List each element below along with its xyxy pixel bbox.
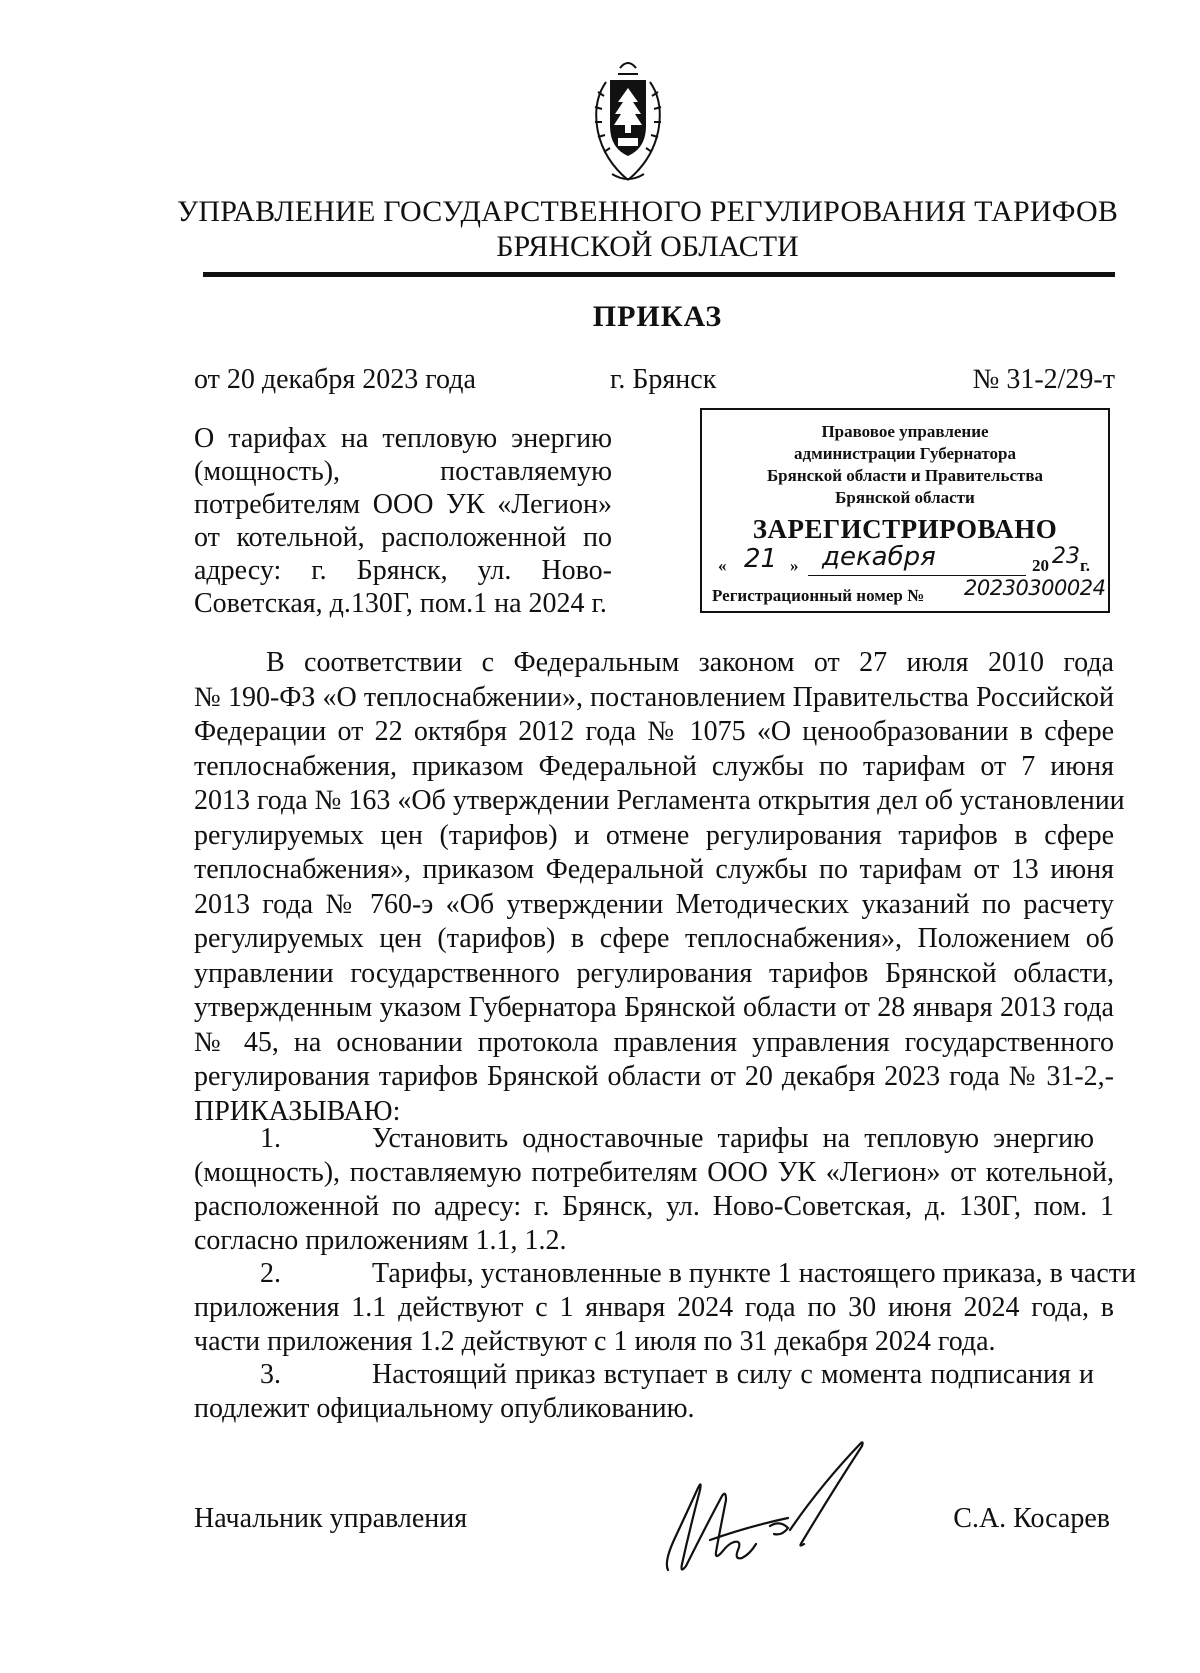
item-line: части приложения 1.2 действуют с 1 июля по 31 декабря 2024 года.: [194, 1326, 996, 1357]
order-keyword: ПРИКАЗЫВАЮ:: [194, 1095, 401, 1127]
subject-line: потребителям ООО УК «Легион»: [194, 489, 612, 520]
paragraph-line: регулируемых цен (тарифов) в сфере теплоснабжения», Положением об: [194, 923, 1114, 954]
paragraph-line: управлении государственного регулирования тарифов Брянской области,: [194, 957, 1114, 989]
subject-line: (мощность), поставляемую: [194, 456, 612, 487]
registration-stamp: [700, 408, 1110, 613]
document-subject: [194, 422, 612, 620]
paragraph-line: № 190-ФЗ «О теплоснабжении», постановлением Правительства Российской: [194, 681, 1114, 713]
order-item-3: [194, 1358, 1114, 1426]
stamp-year-end: г.: [1080, 556, 1091, 575]
document-number: № 31-2/29-т: [972, 364, 1115, 395]
handwritten-signature: [650, 1440, 870, 1595]
paragraph-line: теплоснабжения», приказом Федеральной службы по тарифам от 13 июня: [194, 854, 1114, 885]
item-line: Тарифы, установленные в пункте 1 настоящего приказа, в части: [372, 1258, 1137, 1289]
preamble-paragraph: [194, 646, 1125, 1129]
org-name-line2: БРЯНСКОЙ ОБЛАСТИ: [496, 230, 799, 263]
stamp-registered: ЗАРЕГИСТРИРОВАНО: [752, 514, 1058, 544]
stamp-registration-number: [712, 576, 1108, 608]
subject-line: О тарифах на тепловую энергию: [194, 423, 612, 454]
header-divider: [203, 272, 1115, 277]
order-item-2: [194, 1257, 1137, 1359]
paragraph-line: утвержденным указом Губернатора Брянской области от 28 января 2013 года: [194, 992, 1114, 1023]
paragraph-line: 2013 года № 163 «Об утверждении Регламента открытия дел об установлении: [194, 785, 1125, 816]
item-number: 3.: [260, 1359, 281, 1390]
item-line: приложения 1.1 действуют с 1 января 2024 года по 30 июня 2024 года, в: [194, 1292, 1114, 1323]
paragraph-line: 2013 года № 760-э «Об утверждении Методических указаний по расчету: [194, 888, 1114, 920]
signer-name: С.А. Косарев: [953, 1503, 1110, 1534]
paragraph-line: № 45, на основании протокола правления управления государственного: [194, 1026, 1114, 1058]
stamp-line: администрации Губернатора: [794, 444, 1016, 463]
stamp-date-month: декабря: [822, 542, 936, 572]
coat-of-arms-icon: [568, 52, 688, 192]
paragraph-line: Федерации от 22 октября 2012 года № 1075 «О ценообразовании в сфере: [194, 716, 1114, 747]
paragraph-line: В соответствии с Федеральным законом от 27 июля 2010 года: [266, 647, 1114, 678]
item-number: 2.: [260, 1258, 281, 1289]
org-name-line1: УПРАВЛЕНИЕ ГОСУДАРСТВЕННОГО РЕГУЛИРОВАНИЯ ТАРИФОВ: [176, 195, 1119, 228]
stamp-date-close-quote: »: [790, 556, 799, 575]
paragraph-line: теплоснабжения, приказом Федеральной службы по тарифам от 7 июня: [194, 750, 1114, 782]
document-date: от 20 декабря 2023 года: [194, 364, 476, 395]
subject-line: от котельной, расположенной по: [194, 522, 612, 553]
document-title: ПРИКАЗ: [592, 300, 723, 333]
document-city: г. Брянск: [610, 364, 717, 395]
item-line: согласно приложениям 1.1, 1.2.: [194, 1225, 567, 1256]
item-line: подлежит официальному опубликованию.: [194, 1393, 695, 1424]
paragraph-line: регулирования тарифов Брянской области от 20 декабря 2023 года № 31-2,-: [194, 1061, 1114, 1092]
subject-line: Советская, д.130Г, пом.1 на 2024 г.: [194, 588, 607, 619]
stamp-date: [718, 542, 1098, 578]
stamp-line: Брянской области и Правительства: [766, 466, 1044, 485]
stamp-year-prefix: 20: [1032, 556, 1049, 575]
signer-title: Начальник управления: [194, 1503, 468, 1534]
stamp-line: Брянской области: [835, 488, 975, 507]
order-item-1: [194, 1122, 1114, 1258]
stamp-regnum-label: Регистрационный номер №: [712, 586, 925, 605]
subject-line: адресу: г. Брянск, ул. Ново-: [194, 555, 612, 586]
stamp-regnum-value: 20230300024: [964, 576, 1106, 600]
stamp-line: Правовое управление: [821, 422, 989, 441]
item-number: 1.: [260, 1123, 281, 1154]
stamp-date-open-quote: «: [718, 556, 727, 575]
stamp-date-day: 21: [744, 544, 778, 574]
item-line: (мощность), поставляемую потребителям ООО УК «Легион» от котельной,: [194, 1157, 1114, 1188]
stamp-year-suffix: 23: [1052, 544, 1080, 569]
item-line: Настоящий приказ вступает в силу с момента подписания и: [372, 1359, 1094, 1390]
item-line: расположенной по адресу: г. Брянск, ул. Ново-Советская, д. 130Г, пом. 1: [194, 1191, 1114, 1222]
item-line: Установить одноставочные тарифы на тепловую энергию: [372, 1123, 1094, 1154]
paragraph-line: регулируемых цен (тарифов) и отмене регулирования тарифов в сфере: [194, 819, 1114, 851]
